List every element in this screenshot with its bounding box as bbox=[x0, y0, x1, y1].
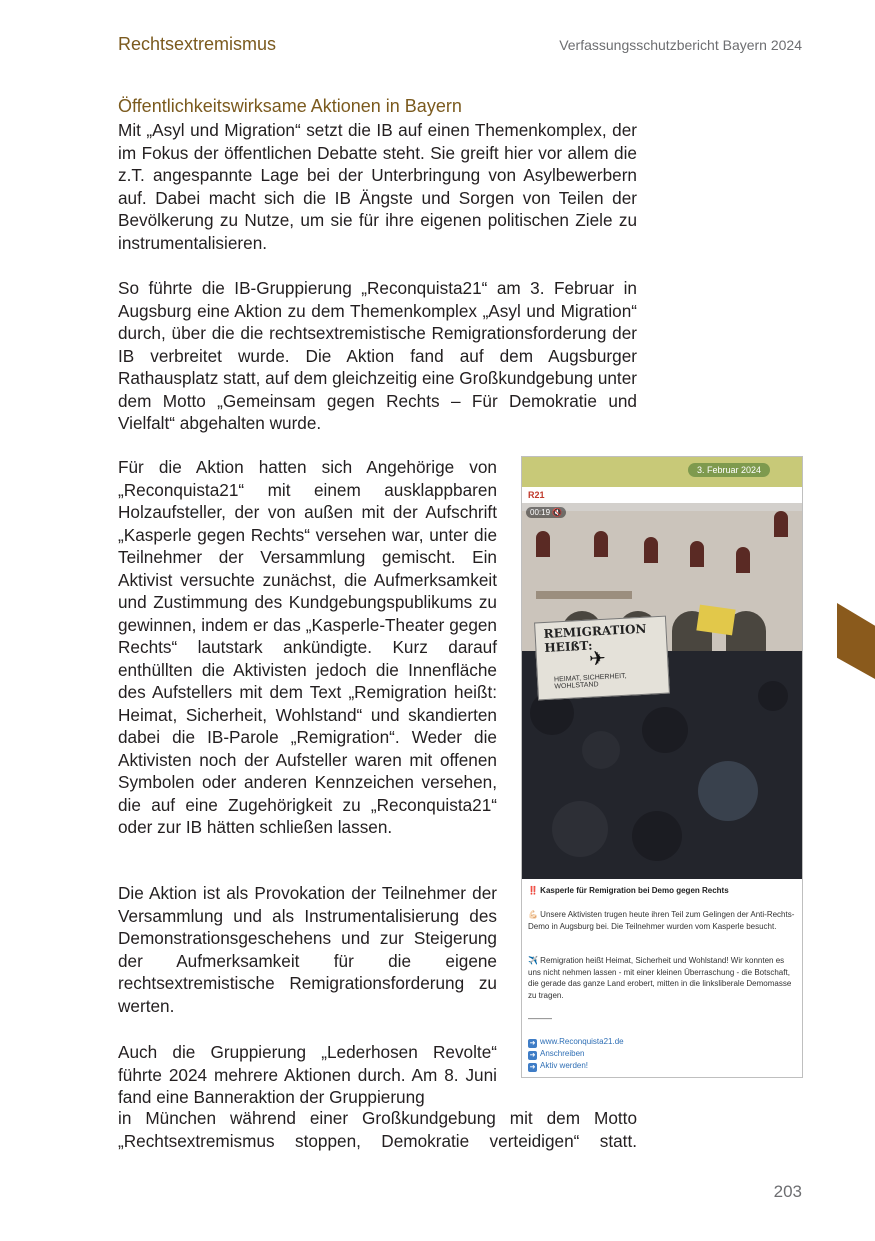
running-header-section: Rechtsextremismus bbox=[118, 34, 277, 54]
window bbox=[690, 541, 704, 567]
video-photo bbox=[522, 503, 802, 879]
video-timer bbox=[526, 507, 566, 518]
board-text: HEIMAT, SICHERHEIT, WOHLSTAND bbox=[553, 672, 627, 691]
mute-icon: 🔇 bbox=[552, 508, 563, 517]
airplane-icon: ✈ bbox=[588, 647, 607, 671]
date-badge: 3. Februar 2024 bbox=[688, 463, 770, 477]
post-link-join bbox=[528, 1061, 588, 1072]
sign-band bbox=[536, 591, 632, 599]
remigration-board bbox=[534, 616, 670, 701]
post-title: ‼️ Kasperle für Remigration bei Demo gegen Rechts bbox=[528, 886, 729, 895]
post-text-1: 💪🏻 Unsere Aktivisten trugen heute ihren Teil zum Gelingen der Anti-Rechts-Demo in Augsburg bei. Die Teilnehmer wurden vom Kasperle besucht. bbox=[528, 910, 795, 931]
link-label: Anschreiben bbox=[540, 1049, 585, 1058]
running-header-report: Verfassungsschutzbericht Bayern 2024 bbox=[559, 37, 802, 53]
arrow-right-icon: ➜ bbox=[529, 1040, 536, 1047]
page-number: 203 bbox=[773, 1182, 802, 1201]
crowd-head bbox=[642, 707, 688, 753]
post-separator: ——— bbox=[528, 1014, 552, 1023]
arrow-right-icon: ➜ bbox=[529, 1052, 536, 1059]
paragraph-2: So führte die IB-Gruppierung „Reconquista21“ am 3. Februar in Augsburg eine Aktion zu dem Themenkomplex „Asyl und Migration“ durch, über die die rechtsextremistische Remigrationsforderung der IB verbreitet wurde. Die Aktion fand auf dem Augsburger Rathausplatz statt, auf dem gleichzeitig eine Großkundgebung unter dem Motto „Gemeinsam gegen Rechts – Für Demokratie und Vielfalt“ abgehalten wurde. bbox=[118, 278, 637, 433]
window bbox=[536, 531, 550, 557]
post-link-website bbox=[528, 1037, 624, 1048]
window bbox=[594, 531, 608, 557]
crowd-head bbox=[758, 681, 788, 711]
crowd-head bbox=[582, 731, 620, 769]
arrow-right-icon: ➜ bbox=[529, 1064, 536, 1071]
crowd-head bbox=[552, 801, 608, 857]
paragraph-6: in München während einer Großkundgebung mit dem Motto „Rechtsextremismus stoppen, Demokratie verteidigen“ statt. bbox=[118, 1108, 637, 1151]
telegram-screenshot-figure bbox=[521, 456, 803, 1078]
paragraph-3: Für die Aktion hatten sich Angehörige von „Reconquista21“ mit einem ausklappbaren Holzaufsteller, der von außen mit der Aufschrift „Kasperle gegen Rechts“ versehen war, unter die Teilnehmer der Versammlung gemischt. Ein Aktivist versuchte zunächst, die Aufmerksamkeit und Zustimmung des Kundgebungspublikums zu gewinnen, indem er das „Kasperle-Theater gegen Rechts“ lautstark ankündigte. Kurz darauf enthüllten die Aktivisten jedoch die Innenfläche des Aufstellers mit dem Text „Remigration heißt: Heimat, Sicherheit, Wohlstand“ und skandierten dabei die IB-Parole „Remigration“. Weder die Aktivisten noch der Aufsteller waren mit offenen Symbolen oder anderen Kennzeichen versehen, die auf eine Zugehörigkeit zu „Reconquista21“ oder zur IB hätten schließen lassen. bbox=[118, 457, 497, 837]
chapter-tab-marker bbox=[837, 603, 875, 679]
window bbox=[736, 547, 750, 573]
sender-name: R21 bbox=[528, 490, 545, 500]
crowd-head bbox=[698, 761, 758, 821]
protest-sign bbox=[696, 605, 735, 636]
crowd-head bbox=[632, 811, 682, 861]
section-title: Öffentlichkeitswirksame Aktionen in Bayern bbox=[118, 96, 462, 116]
paragraph-1: Mit „Asyl und Migration“ setzt die IB auf einen Themenkomplex, der im Fokus der öffentlichen Debatte steht. Sie greift hier vor allem die z.T. angespannte Lage bei der Unterbringung von Asylbewerbern auf. Dabei macht sich die IB Ängste und Sorgen von Teilen der Bevölkerung zu Nutze, um sie für ihre eigenen politischen Ziele zu instrumentalisieren. bbox=[118, 120, 637, 253]
board-title: REMIGRATION HEIßT: bbox=[543, 621, 647, 655]
window bbox=[644, 537, 658, 563]
post-text-2: ✈️ Remigration heißt Heimat, Sicherheit und Wohlstand! Wir konnten es uns nicht nehmen lassen - mit einer kleinen Überraschung - die Botschaft, die gerade das ganze Land erobert, mitten in die linksliberale Demomasse zu tragen. bbox=[528, 956, 792, 1000]
post-link-contact bbox=[528, 1049, 584, 1060]
window bbox=[774, 511, 788, 537]
paragraph-4: Die Aktion ist als Provokation der Teilnehmer der Versammlung und als Instrumentalisierung des Demonstrationsgeschehens und zur Steigerung der Aufmerksamkeit für die eigene rechtsextremistische Remigrationsforderung zu werten. bbox=[118, 883, 497, 1016]
link-label: www.Reconquista21.de bbox=[540, 1037, 624, 1046]
link-label: Aktiv werden! bbox=[540, 1061, 589, 1070]
video-time: 00:19 bbox=[530, 508, 551, 517]
paragraph-5: Auch die Gruppierung „Lederhosen Revolte“ führte 2024 mehrere Aktionen durch. Am 8. Juni fand eine Banneraktion der Gruppierung bbox=[118, 1042, 497, 1107]
